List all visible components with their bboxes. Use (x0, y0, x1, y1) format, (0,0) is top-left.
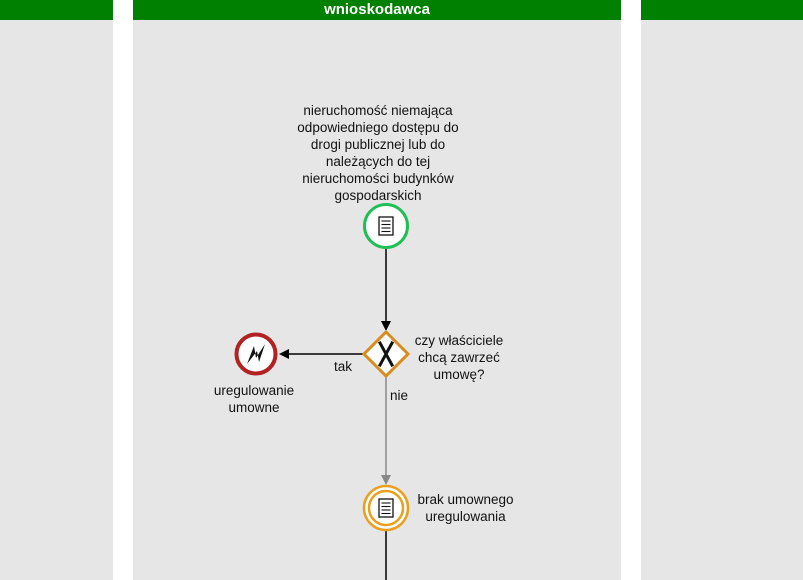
gateway-label: czy właściciele chcą zawrzeć umowę? (414, 333, 504, 382)
start-event-label: nieruchomość niemająca odpowiedniego dostępu do drogi publicznej lub do należących do tej nieruchomości budynków gospodarskich (297, 103, 459, 203)
intermediate-event[interactable] (364, 486, 408, 530)
start-event[interactable] (365, 205, 408, 248)
flow-yes-label: tak (333, 359, 352, 374)
exclusive-gateway[interactable] (364, 332, 408, 376)
document-icon (379, 217, 393, 235)
end-event[interactable] (237, 335, 276, 374)
flow-no-label: nie (389, 388, 408, 403)
end-event-label: uregulowanie umowne (213, 383, 295, 415)
document-icon (379, 499, 393, 517)
lane-header-wnioskodawca[interactable]: wnioskodawca (133, 0, 621, 20)
intermediate-event-label: brak umownego uregulowania (417, 492, 514, 524)
